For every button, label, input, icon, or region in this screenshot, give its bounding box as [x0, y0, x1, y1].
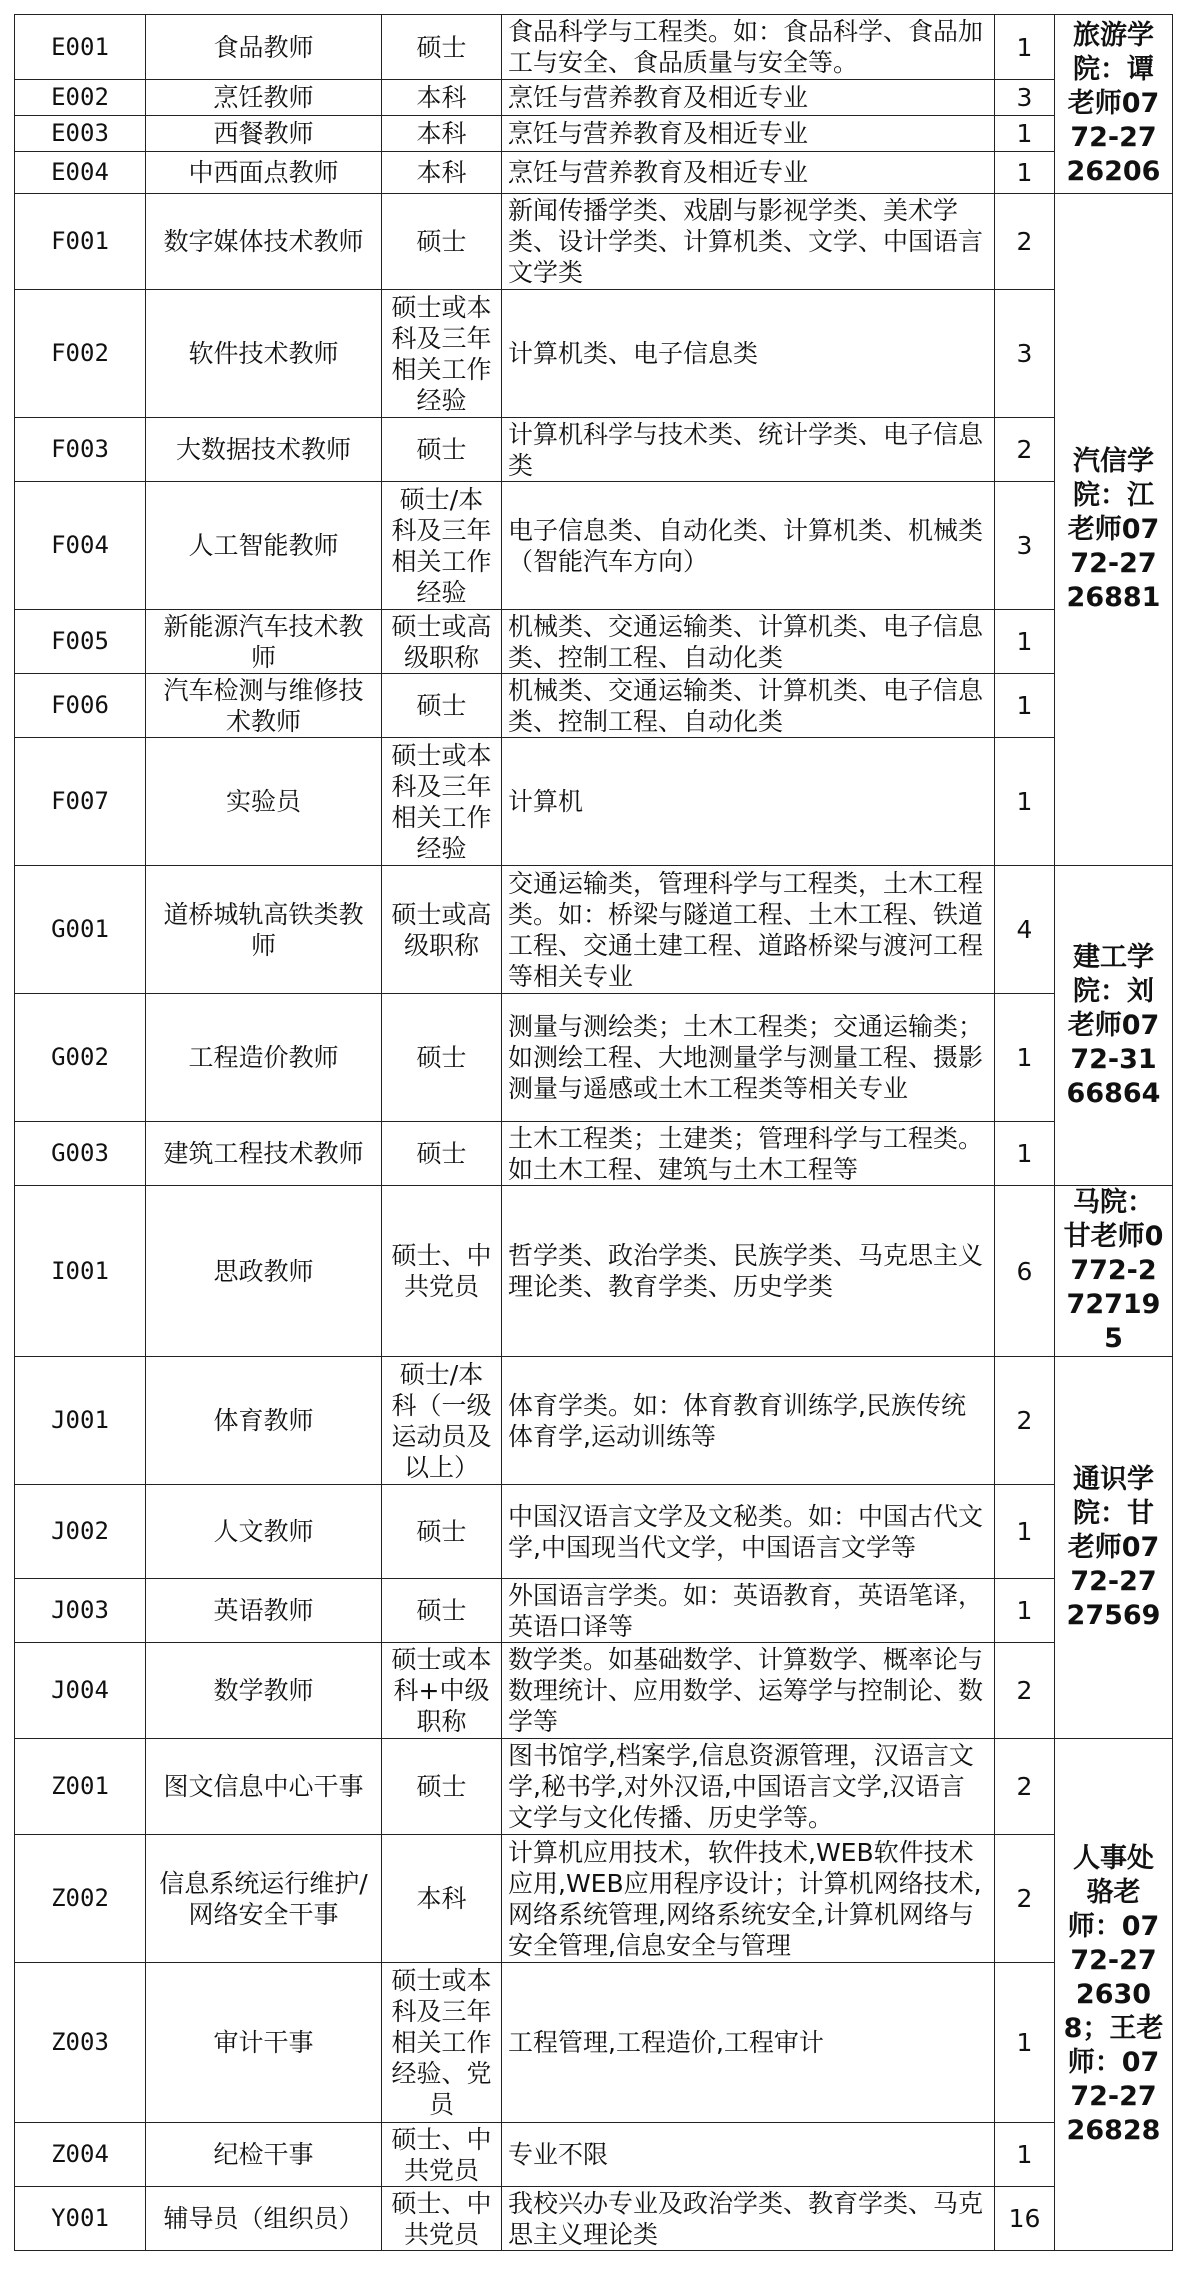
major-requirement: 图书馆学,档案学,信息资源管理，汉语言文学,秘书学,对外汉语,中国语言文学,汉语言文学与文化传播、历史学等。 — [502, 1739, 995, 1835]
headcount: 1 — [995, 738, 1055, 866]
headcount: 1 — [995, 1485, 1055, 1579]
headcount: 2 — [995, 1643, 1055, 1739]
major-requirement: 机械类、交通运输类、计算机类、电子信息类、控制工程、自动化类 — [502, 674, 995, 738]
table-row — [15, 2187, 1173, 2251]
major-requirement: 我校兴办专业及政治学类、教育学类、马克思主义理论类 — [502, 2187, 995, 2251]
position-name: 食品教师 — [146, 15, 382, 80]
position-code: G003 — [15, 1122, 146, 1186]
education-requirement: 硕士、中共党员 — [382, 2187, 502, 2251]
major-requirement: 计算机 — [502, 738, 995, 866]
education-requirement: 硕士或本科及三年相关工作经验 — [382, 738, 502, 866]
major-requirement: 机械类、交通运输类、计算机类、电子信息类、控制工程、自动化类 — [502, 610, 995, 674]
headcount: 1 — [995, 152, 1055, 194]
position-code: E004 — [15, 152, 146, 194]
education-requirement: 硕士、中共党员 — [382, 2123, 502, 2187]
education-requirement: 硕士或高级职称 — [382, 866, 502, 994]
position-code: J002 — [15, 1485, 146, 1579]
major-requirement: 交通运输类，管理科学与工程类，土木工程类。如：桥梁与隧道工程、土木工程、铁道工程、交通土建工程、道路桥梁与渡河工程等相关专业 — [502, 866, 995, 994]
headcount: 2 — [995, 194, 1055, 290]
contact-auto-info: 汽信学院：江老师0772-2726881 — [1055, 194, 1173, 866]
major-requirement: 烹饪与营养教育及相近专业 — [502, 152, 995, 194]
headcount: 1 — [995, 674, 1055, 738]
education-requirement: 硕士 — [382, 1122, 502, 1186]
table-row — [15, 482, 1173, 610]
major-requirement: 中国汉语言文学及文秘类。如：中国古代文学,中国现当代文学，中国语言文学等 — [502, 1485, 995, 1579]
position-code: F006 — [15, 674, 146, 738]
table-row — [15, 1579, 1173, 1643]
position-name: 汽车检测与维修技术教师 — [146, 674, 382, 738]
position-code: Z001 — [15, 1739, 146, 1835]
headcount: 3 — [995, 80, 1055, 116]
education-requirement: 硕士 — [382, 15, 502, 80]
position-name: 数字媒体技术教师 — [146, 194, 382, 290]
contact-general-education: 通识学院：甘老师0772-2727569 — [1055, 1357, 1173, 1739]
table-row — [15, 15, 1173, 80]
position-name: 西餐教师 — [146, 116, 382, 152]
position-code: J001 — [15, 1357, 146, 1485]
major-requirement: 数学类。如基础数学、计算数学、概率论与数理统计、应用数学、运筹学与控制论、数学等 — [502, 1643, 995, 1739]
major-requirement: 外国语言学类。如：英语教育，英语笔译，英语口译等 — [502, 1579, 995, 1643]
position-code: F004 — [15, 482, 146, 610]
major-requirement: 计算机科学与技术类、统计学类、电子信息类 — [502, 418, 995, 482]
position-code: Z003 — [15, 1963, 146, 2123]
education-requirement: 硕士或本科及三年相关工作经验 — [382, 290, 502, 418]
position-name: 思政教师 — [146, 1186, 382, 1357]
position-code: J003 — [15, 1579, 146, 1643]
headcount: 4 — [995, 866, 1055, 994]
education-requirement: 硕士 — [382, 1739, 502, 1835]
major-requirement: 计算机类、电子信息类 — [502, 290, 995, 418]
headcount: 1 — [995, 1963, 1055, 2123]
education-requirement: 本科 — [382, 80, 502, 116]
table-row — [15, 1122, 1173, 1186]
headcount: 1 — [995, 1579, 1055, 1643]
education-requirement: 硕士 — [382, 1579, 502, 1643]
position-name: 信息系统运行维护/网络安全干事 — [146, 1835, 382, 1963]
position-name: 道桥城轨高铁类教师 — [146, 866, 382, 994]
table-row — [15, 418, 1173, 482]
position-code: J004 — [15, 1643, 146, 1739]
education-requirement: 本科 — [382, 116, 502, 152]
position-name: 烹饪教师 — [146, 80, 382, 116]
position-code: Z002 — [15, 1835, 146, 1963]
table-row — [15, 1963, 1173, 2123]
education-requirement: 硕士 — [382, 418, 502, 482]
position-code: E001 — [15, 15, 146, 80]
education-requirement: 硕士 — [382, 1485, 502, 1579]
major-requirement: 新闻传播学类、戏剧与影视学类、美术学类、设计学类、计算机类、文学、中国语言文学类 — [502, 194, 995, 290]
education-requirement: 硕士 — [382, 674, 502, 738]
education-requirement: 硕士 — [382, 994, 502, 1122]
position-name: 纪检干事 — [146, 2123, 382, 2187]
contact-tourism: 旅游学院：谭老师0772-2726206 — [1055, 15, 1173, 194]
position-code: F005 — [15, 610, 146, 674]
major-requirement: 烹饪与营养教育及相近专业 — [502, 116, 995, 152]
headcount: 6 — [995, 1186, 1055, 1357]
position-name: 体育教师 — [146, 1357, 382, 1485]
education-requirement: 本科 — [382, 1835, 502, 1963]
position-name: 英语教师 — [146, 1579, 382, 1643]
education-requirement: 硕士或本科+中级职称 — [382, 1643, 502, 1739]
education-requirement: 硕士或本科及三年相关工作经验、党员 — [382, 1963, 502, 2123]
headcount: 1 — [995, 116, 1055, 152]
table-row — [15, 1739, 1173, 1835]
headcount: 1 — [995, 610, 1055, 674]
major-requirement: 专业不限 — [502, 2123, 995, 2187]
table-row — [15, 1186, 1173, 1357]
position-name: 建筑工程技术教师 — [146, 1122, 382, 1186]
headcount: 1 — [995, 1122, 1055, 1186]
education-requirement: 硕士、中共党员 — [382, 1186, 502, 1357]
job-table — [14, 14, 1173, 2251]
position-code: I001 — [15, 1186, 146, 1357]
headcount: 2 — [995, 418, 1055, 482]
table-row — [15, 674, 1173, 738]
major-requirement: 计算机应用技术，软件技术,WEB软件技术应用,WEB应用程序设计；计算机网络技术,网络系统管理,网络系统安全,计算机网络与安全管理,信息安全与管理 — [502, 1835, 995, 1963]
headcount: 2 — [995, 1357, 1055, 1485]
headcount: 1 — [995, 2123, 1055, 2187]
headcount: 3 — [995, 290, 1055, 418]
table-row — [15, 80, 1173, 116]
headcount: 1 — [995, 15, 1055, 80]
major-requirement: 体育学类。如：体育教育训练学,民族传统体育学,运动训练等 — [502, 1357, 995, 1485]
major-requirement: 电子信息类、自动化类、计算机类、机械类（智能汽车方向） — [502, 482, 995, 610]
contact-construction: 建工学院：刘老师0772-3166864 — [1055, 866, 1173, 1186]
table-row — [15, 194, 1173, 290]
position-name: 新能源汽车技术教师 — [146, 610, 382, 674]
headcount: 1 — [995, 994, 1055, 1122]
table-row — [15, 1835, 1173, 1963]
headcount: 16 — [995, 2187, 1055, 2251]
contact-hr: 人事处骆老师：0772-2726308；王老师：0772-2726828 — [1055, 1739, 1173, 2251]
table-row — [15, 1485, 1173, 1579]
major-requirement: 测量与测绘类；土木工程类；交通运输类；如测绘工程、大地测量学与测量工程、摄影测量与遥感或土木工程类等相关专业 — [502, 994, 995, 1122]
position-name: 数学教师 — [146, 1643, 382, 1739]
headcount: 3 — [995, 482, 1055, 610]
position-code: Z004 — [15, 2123, 146, 2187]
table-row — [15, 2123, 1173, 2187]
major-requirement: 工程管理,工程造价,工程审计 — [502, 1963, 995, 2123]
position-name: 审计干事 — [146, 1963, 382, 2123]
table-row — [15, 290, 1173, 418]
table-row — [15, 738, 1173, 866]
table-row — [15, 1643, 1173, 1739]
table-row — [15, 152, 1173, 194]
position-code: F002 — [15, 290, 146, 418]
education-requirement: 硕士 — [382, 194, 502, 290]
table-row — [15, 994, 1173, 1122]
major-requirement: 哲学类、政治学类、民族学类、马克思主义理论类、教育学类、历史学类 — [502, 1186, 995, 1357]
position-code: G001 — [15, 866, 146, 994]
major-requirement: 土木工程类；土建类；管理科学与工程类。如土木工程、建筑与土木工程等 — [502, 1122, 995, 1186]
headcount: 2 — [995, 1835, 1055, 1963]
position-name: 人文教师 — [146, 1485, 382, 1579]
position-name: 实验员 — [146, 738, 382, 866]
position-name: 辅导员（组织员） — [146, 2187, 382, 2251]
education-requirement: 硕士或高级职称 — [382, 610, 502, 674]
position-code: F007 — [15, 738, 146, 866]
position-code: Y001 — [15, 2187, 146, 2251]
education-requirement: 本科 — [382, 152, 502, 194]
table-row — [15, 116, 1173, 152]
position-code: F001 — [15, 194, 146, 290]
position-name: 图文信息中心干事 — [146, 1739, 382, 1835]
table-row — [15, 1357, 1173, 1485]
position-name: 大数据技术教师 — [146, 418, 382, 482]
table-row — [15, 866, 1173, 994]
position-name: 工程造价教师 — [146, 994, 382, 1122]
major-requirement: 食品科学与工程类。如：食品科学、食品加工与安全、食品质量与安全等。 — [502, 15, 995, 80]
position-name: 中西面点教师 — [146, 152, 382, 194]
contact-marxism: 马院：甘老师0772-2727195 — [1055, 1186, 1173, 1357]
table-row — [15, 610, 1173, 674]
headcount: 2 — [995, 1739, 1055, 1835]
position-code: G002 — [15, 994, 146, 1122]
education-requirement: 硕士/本科（一级运动员及以上） — [382, 1357, 502, 1485]
major-requirement: 烹饪与营养教育及相近专业 — [502, 80, 995, 116]
position-code: E002 — [15, 80, 146, 116]
education-requirement: 硕士/本科及三年相关工作经验 — [382, 482, 502, 610]
position-name: 人工智能教师 — [146, 482, 382, 610]
position-name: 软件技术教师 — [146, 290, 382, 418]
position-code: F003 — [15, 418, 146, 482]
position-code: E003 — [15, 116, 146, 152]
